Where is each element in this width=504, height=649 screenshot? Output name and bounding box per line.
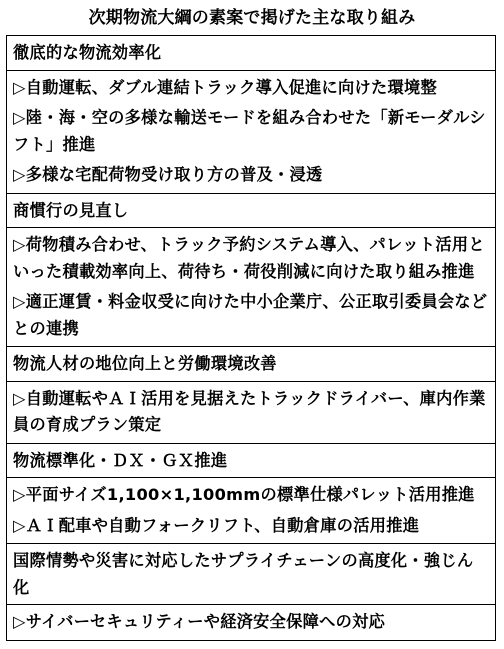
item-text: 荷物積み合わせ、トラック予約システム導入、パレット活用といった積載効率向上、荷待ち・荷役削減に向けた取り組み推進	[13, 235, 485, 281]
list-item	[7, 287, 495, 344]
section-items	[7, 382, 495, 443]
bullet-marker: ▷	[13, 77, 26, 97]
list-item	[7, 103, 495, 160]
list-item	[7, 160, 495, 191]
section-heading: 徹底的な物流効率化	[7, 36, 495, 71]
list-item	[7, 480, 495, 511]
item-text: 自動運転、ダブル連結トラック導入促進に向けた環境整	[25, 77, 437, 97]
item-text: 自動運転やＡＩ活用を見据えたトラックドライバー、庫内作業員の育成プラン策定	[13, 388, 486, 434]
item-text: 多様な宅配荷物受け取り方の普及・浸透	[25, 165, 323, 184]
initiatives-table	[6, 35, 496, 641]
section-items	[7, 605, 495, 640]
item-text: 陸・海・空の多様な輸送モードを組み合わせた「新モーダルシフト」推進	[13, 108, 486, 154]
section-items	[7, 228, 495, 346]
section-business-practices	[7, 194, 495, 348]
bullet-marker: ▷	[13, 388, 26, 408]
section-workforce	[7, 347, 495, 444]
list-item	[7, 511, 495, 542]
list-item	[7, 607, 495, 638]
bullet-marker: ▷	[13, 485, 26, 504]
section-items	[7, 478, 495, 543]
section-items	[7, 71, 495, 193]
list-item	[7, 230, 495, 287]
section-heading: 商慣行の見直し	[7, 194, 495, 229]
section-heading: 物流標準化・ＤＸ・ＧＸ推進	[7, 444, 495, 479]
bullet-marker: ▷	[13, 292, 26, 311]
bullet-marker: ▷	[13, 235, 26, 254]
item-text: 適正運賃・料金収受に向けた中小企業庁、公正取引委員会などとの連携	[13, 292, 488, 338]
list-item	[7, 384, 495, 441]
list-item	[7, 73, 495, 104]
item-text: サイバーセキュリティーや経済安全保障への対応	[25, 612, 386, 631]
section-supply-chain	[7, 544, 495, 640]
section-heading: 国際情勢や災害に対応したサプライチェーンの高度化・強じん化	[7, 544, 495, 605]
document-title: 次期物流大綱の素案で掲げた主な取り組み	[88, 8, 416, 28]
section-efficiency	[7, 36, 495, 194]
section-heading: 物流人材の地位向上と労働環境改善	[7, 347, 495, 382]
bullet-marker: ▷	[13, 515, 26, 535]
bullet-marker: ▷	[13, 108, 26, 127]
bullet-marker: ▷	[13, 612, 26, 631]
item-text: 平面サイズ1,100×1,100mmの標準仕様パレット活用推進	[25, 485, 475, 504]
section-standardization	[7, 444, 495, 545]
item-text: ＡＩ配車や自動フォークリフト、自動倉庫の活用推進	[25, 515, 420, 535]
bullet-marker: ▷	[13, 165, 26, 184]
